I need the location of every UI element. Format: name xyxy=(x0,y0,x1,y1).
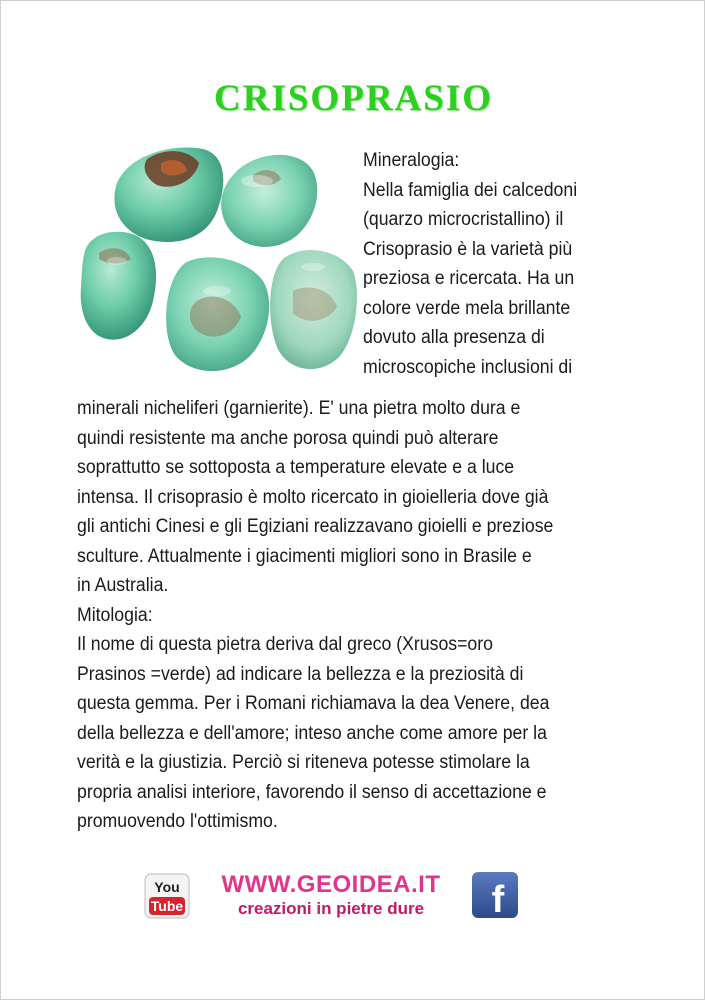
text-line: Il nome di questa pietra deriva dal greco (Xrusos=oro xyxy=(77,634,493,655)
facebook-icon[interactable] xyxy=(471,871,519,919)
mineralogy-heading: Mineralogia: xyxy=(363,150,460,171)
tagline: creazioni in pietre dure xyxy=(237,899,425,918)
text-line: preziosa e ricercata. Ha un xyxy=(363,268,575,289)
page-title: CRISOPRASIO xyxy=(214,78,493,119)
footer-banner xyxy=(144,869,524,925)
text-line: soprattutto se sottoposta a temperature elevate e a luce xyxy=(77,457,515,478)
youtube-top-label: You xyxy=(154,879,180,895)
text-line: Crisoprasio è la varietà più xyxy=(363,238,573,260)
text-line: promuovendo l'ottimismo. xyxy=(77,811,278,832)
text-line: dovuto alla presenza di xyxy=(363,327,545,348)
text-line: sculture. Attualmente i giacimenti migliori sono in Brasile e xyxy=(77,545,532,567)
youtube-icon[interactable] xyxy=(144,873,190,919)
chrysoprase-stones-image xyxy=(77,141,359,381)
text-line: propria analisi interiore, favorendo il senso di accettazione e xyxy=(77,781,547,803)
text-line: Nella famiglia dei calcedoni xyxy=(363,179,578,201)
youtube-bottom-label: Tube xyxy=(150,898,184,914)
text-line: intensa. Il crisoprasio è molto ricercato in gioielleria dove già xyxy=(77,486,549,508)
main-text xyxy=(77,394,626,837)
text-line: quindi resistente ma anche porosa quindi può alterare xyxy=(77,427,499,449)
text-line: microscopiche inclusioni di xyxy=(363,356,573,378)
text-line: (quarzo microcristallino) il xyxy=(363,209,564,230)
text-line: minerali nicheliferi (garnierite). E' una pietra molto dura e xyxy=(77,398,521,419)
text-line: colore verde mela brillante xyxy=(363,297,571,319)
text-line: in Australia. xyxy=(77,575,169,596)
mineralogy-side-text xyxy=(363,146,605,382)
text-line: questa gemma. Per i Romani richiamava la dea Venere, dea xyxy=(77,693,550,714)
facebook-letter: f xyxy=(491,879,505,919)
mythology-heading: Mitologia: xyxy=(77,604,153,626)
site-link[interactable]: WWW.GEOIDEA.IT xyxy=(221,871,441,898)
text-line: verità e la giustizia. Perciò si riteneva potesse stimolare la xyxy=(77,752,530,773)
text-line: della bellezza e dell'amore; inteso anche come amore per la xyxy=(77,722,547,744)
text-line: Prasinos =verde) ad indicare la bellezza e la preziosità di xyxy=(77,663,524,685)
text-line: gli antichi Cinesi e gli Egiziani realizzavano gioielli e preziose xyxy=(77,516,554,537)
